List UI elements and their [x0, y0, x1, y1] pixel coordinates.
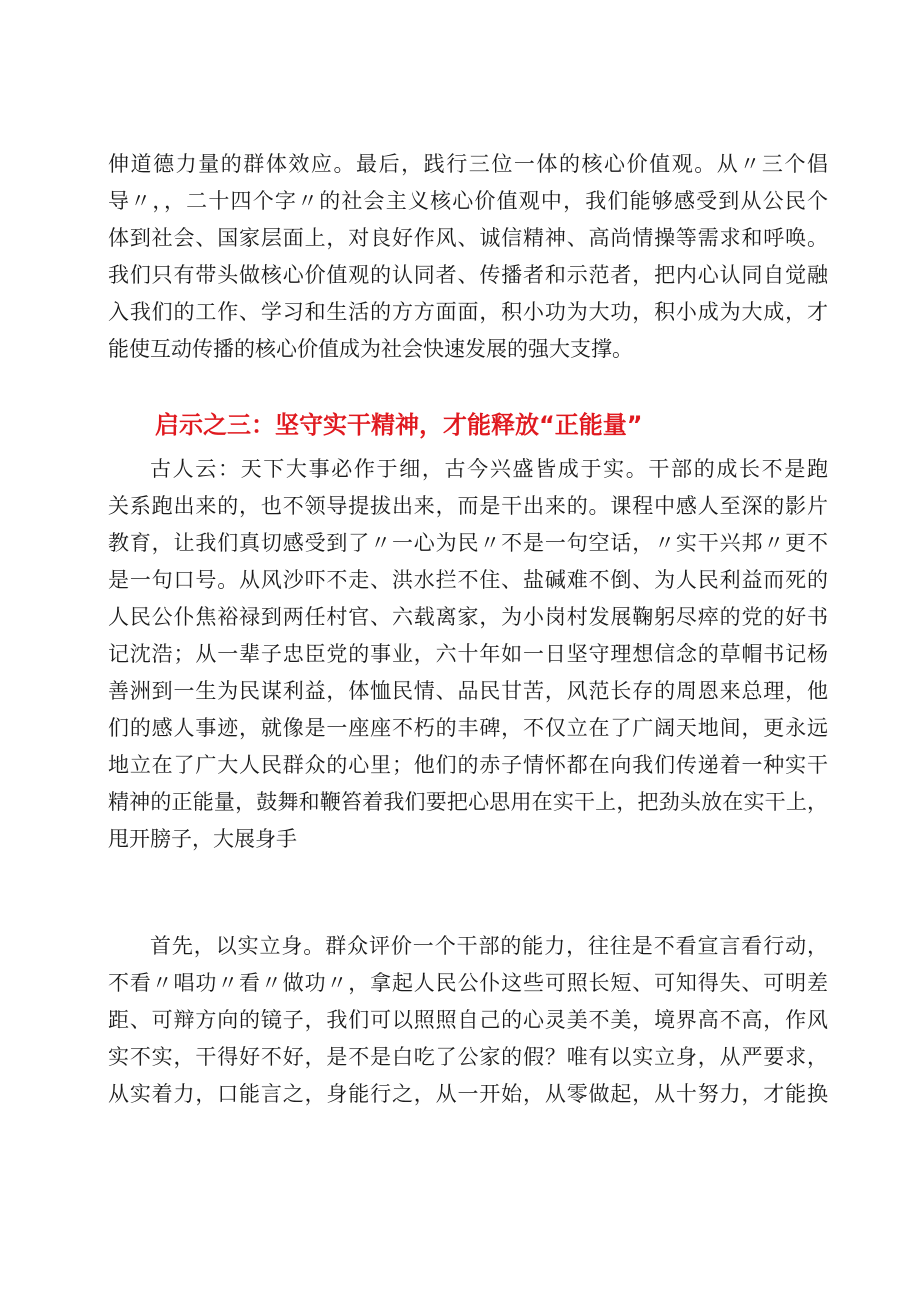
section-heading: 启示之三：坚守实干精神，才能释放“正能量” — [155, 411, 643, 439]
paragraph-line: 精神的正能量，鼓舞和鞭笞着我们要把心思用在实干上，把劲头放在实干上， — [108, 790, 828, 814]
paragraph-line: 关系跑出来的，也不领导提拔出来，而是干出来的。课程中感人至深的影片 — [108, 494, 828, 518]
paragraph-line: 地立在了广大人民群众的心里；他们的赤子情怀都在向我们传递着一种实干 — [108, 753, 828, 777]
paragraph-stand-by-deeds — [108, 928, 828, 1113]
paragraph-core-values — [108, 146, 828, 368]
paragraph-practical-spirit — [108, 451, 828, 858]
paragraph-line: 入我们的工作、学习和生活的方方面面，积小功为大功，积小成为大成，才 — [108, 300, 828, 324]
paragraph-line: 伸道德力量的群体效应。最后，践行三位一体的核心价值观。从〃三个倡 — [108, 152, 828, 176]
paragraph-line: 能使互动传播的核心价值成为社会快速发展的强大支撑。 — [108, 337, 633, 361]
paragraph-line: 实不实，干得好不好，是不是白吃了公家的假？唯有以实立身，从严要求， — [108, 1045, 828, 1069]
paragraph-line: 是一句口号。从风沙吓不走、洪水拦不住、盐碱难不倒、为人民利益而死的 — [108, 568, 828, 592]
paragraph-line: 导〃，，二十四个字〃的社会主义核心价值观中，我们能够感受到从公民个 — [108, 189, 828, 213]
paragraph-line: 首先，以实立身。群众评价一个干部的能力，往往是不看宣言看行动， — [150, 934, 828, 958]
paragraph-line: 我们只有带头做核心价值观的认同者、传播者和示范者，把内心认同自觉融 — [108, 263, 828, 287]
paragraph-line: 不看〃唱功〃看〃做功〃，拿起人民公仆这些可照长短、可知得失、可明差 — [108, 971, 828, 995]
paragraph-line: 古人云：天下大事必作于细，古今兴盛皆成于实。干部的成长不是跑 — [150, 457, 828, 481]
paragraph-line: 善洲到一生为民谋利益，体恤民情、品民甘苦，风范长存的周恩来总理，他 — [108, 679, 828, 703]
paragraph-line: 人民公仆焦裕禄到两任村官、六载离家，为小岗村发展鞠躬尽瘁的党的好书 — [108, 605, 828, 629]
paragraph-line: 甩开膀子，大展身手 — [108, 827, 297, 851]
paragraph-line: 记沈浩；从一辈子忠臣党的事业，六十年如一日坚守理想信念的草帽书记杨 — [108, 642, 828, 666]
paragraph-line: 从实着力，口能言之，身能行之，从一开始，从零做起，从十努力，才能换 — [108, 1082, 828, 1106]
paragraph-line: 体到社会、国家层面上，对良好作风、诚信精神、高尚情操等需求和呼唤。 — [108, 226, 828, 250]
paragraph-line: 们的感人事迹，就像是一座座不朽的丰碑，不仅立在了广阔天地间，更永远 — [108, 716, 828, 740]
paragraph-line: 教育，让我们真切感受到了〃一心为民〃不是一句空话，〃实干兴邦〃更不 — [108, 531, 828, 555]
paragraph-line: 距、可辩方向的镜子，我们可以照照自己的心灵美不美，境界高不高，作风 — [108, 1008, 828, 1032]
